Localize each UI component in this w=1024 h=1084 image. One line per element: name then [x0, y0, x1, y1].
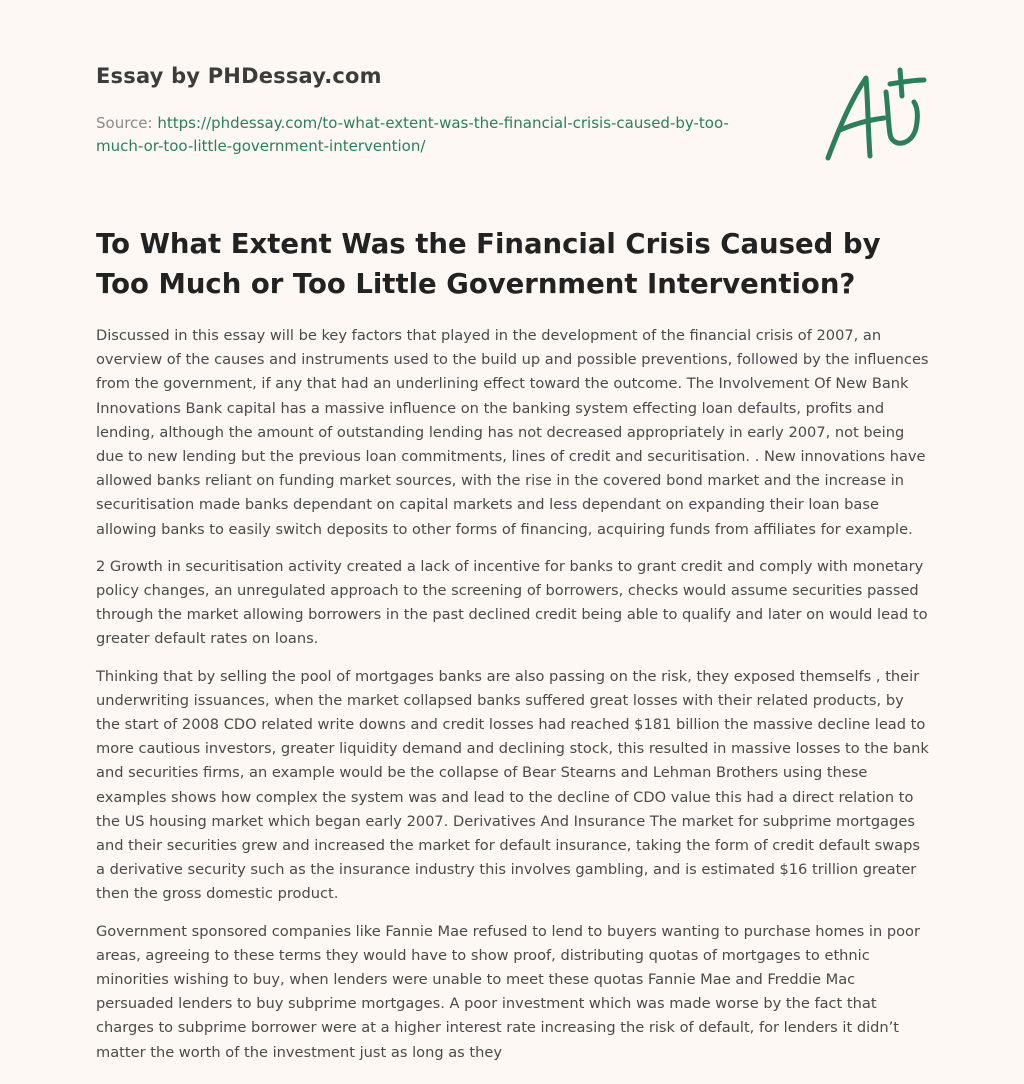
essay-paragraph: Thinking that by selling the pool of mortgages banks are also passing on the risk, they exposed themselfs , their underwriting issuances, when the market collapsed banks suffered great losses with their related products, by the start of 2008 CDO related write downs and credit losses had reached $181 billion the massive decline lead to more cautious investors, greater liquidity demand and declining stock, this resulted in massive losses to the bank and securities firms, an example would be the collapse of Bear Stearns and Lehman Brothers using these examples shows how complex the system was and lead to the decline of CDO value this had a direct relation to the US housing market which began early 2007. Derivatives And Insurance The market for subprime mortgages and their securities grew and increased the market for default insurance, taking the form of credit default swaps a derivative security such as the insurance industry this involves gambling, and is estimated $16 trillion greater then the gross domestic product. [96, 667, 929, 903]
site-brand: Essay by PHDessay.com [96, 64, 382, 88]
a-plus-logo-icon [818, 64, 928, 164]
essay-body [96, 324, 932, 1078]
essay-paragraph: 2 Growth in securitisation activity created a lack of incentive for banks to grant credit and comply with monetary policy changes, an unregulated approach to the screening of borrowers, checks would assume securities passed through the market allowing borrowers in the past declined credit being able to qualify and later on would lead to greater default rates on loans. [96, 557, 928, 648]
source-line [96, 112, 756, 158]
essay-paragraph: Government sponsored companies like Fannie Mae refused to lend to buyers wanting to purchase homes in poor areas, agreeing to these terms they would have to show proof, distributing quotas of mortgages to ethnic minorities wishing to buy, when lenders were unable to meet these quotas Fannie Mae and Freddie Mac persuaded lenders to buy subprime mortgages. A poor investment which was made worse by the fact that charges to subprime borrower were at a higher interest rate increasing the risk of default, for lenders it didn’t matter the worth of the investment just as long as they [96, 922, 920, 1061]
essay-paragraph: Discussed in this essay will be key factors that played in the development of the financial crisis of 2007, an overview of the causes and instruments used to the build up and possible preventions, followed by the influences from the government, if any that had an underlining effect toward the outcome. The Involvement Of New Bank Innovations Bank capital has a massive influence on the banking system effecting loan defaults, profits and lending, although the amount of outstanding lending has not decreased appropriately in early 2007, not being due to new lending but the previous loan commitments, lines of credit and securitisation. . New innovations have allowed banks reliant on funding market sources, with the rise in the covered bond market and the increase in securitisation made banks dependant on capital markets and less dependant on expanding their loan base allowing banks to easily switch deposits to other forms of financing, acquiring funds from affiliates for example. [96, 327, 929, 538]
source-link[interactable]: https://phdessay.com/to-what-extent-was-the-financial-crisis-caused-by-too-much-or-too-little-government-intervention/ [96, 114, 729, 155]
source-label: Source: [96, 114, 153, 132]
essay-title: To What Extent Was the Financial Crisis Caused by Too Much or Too Little Government Intervention? [96, 228, 881, 300]
